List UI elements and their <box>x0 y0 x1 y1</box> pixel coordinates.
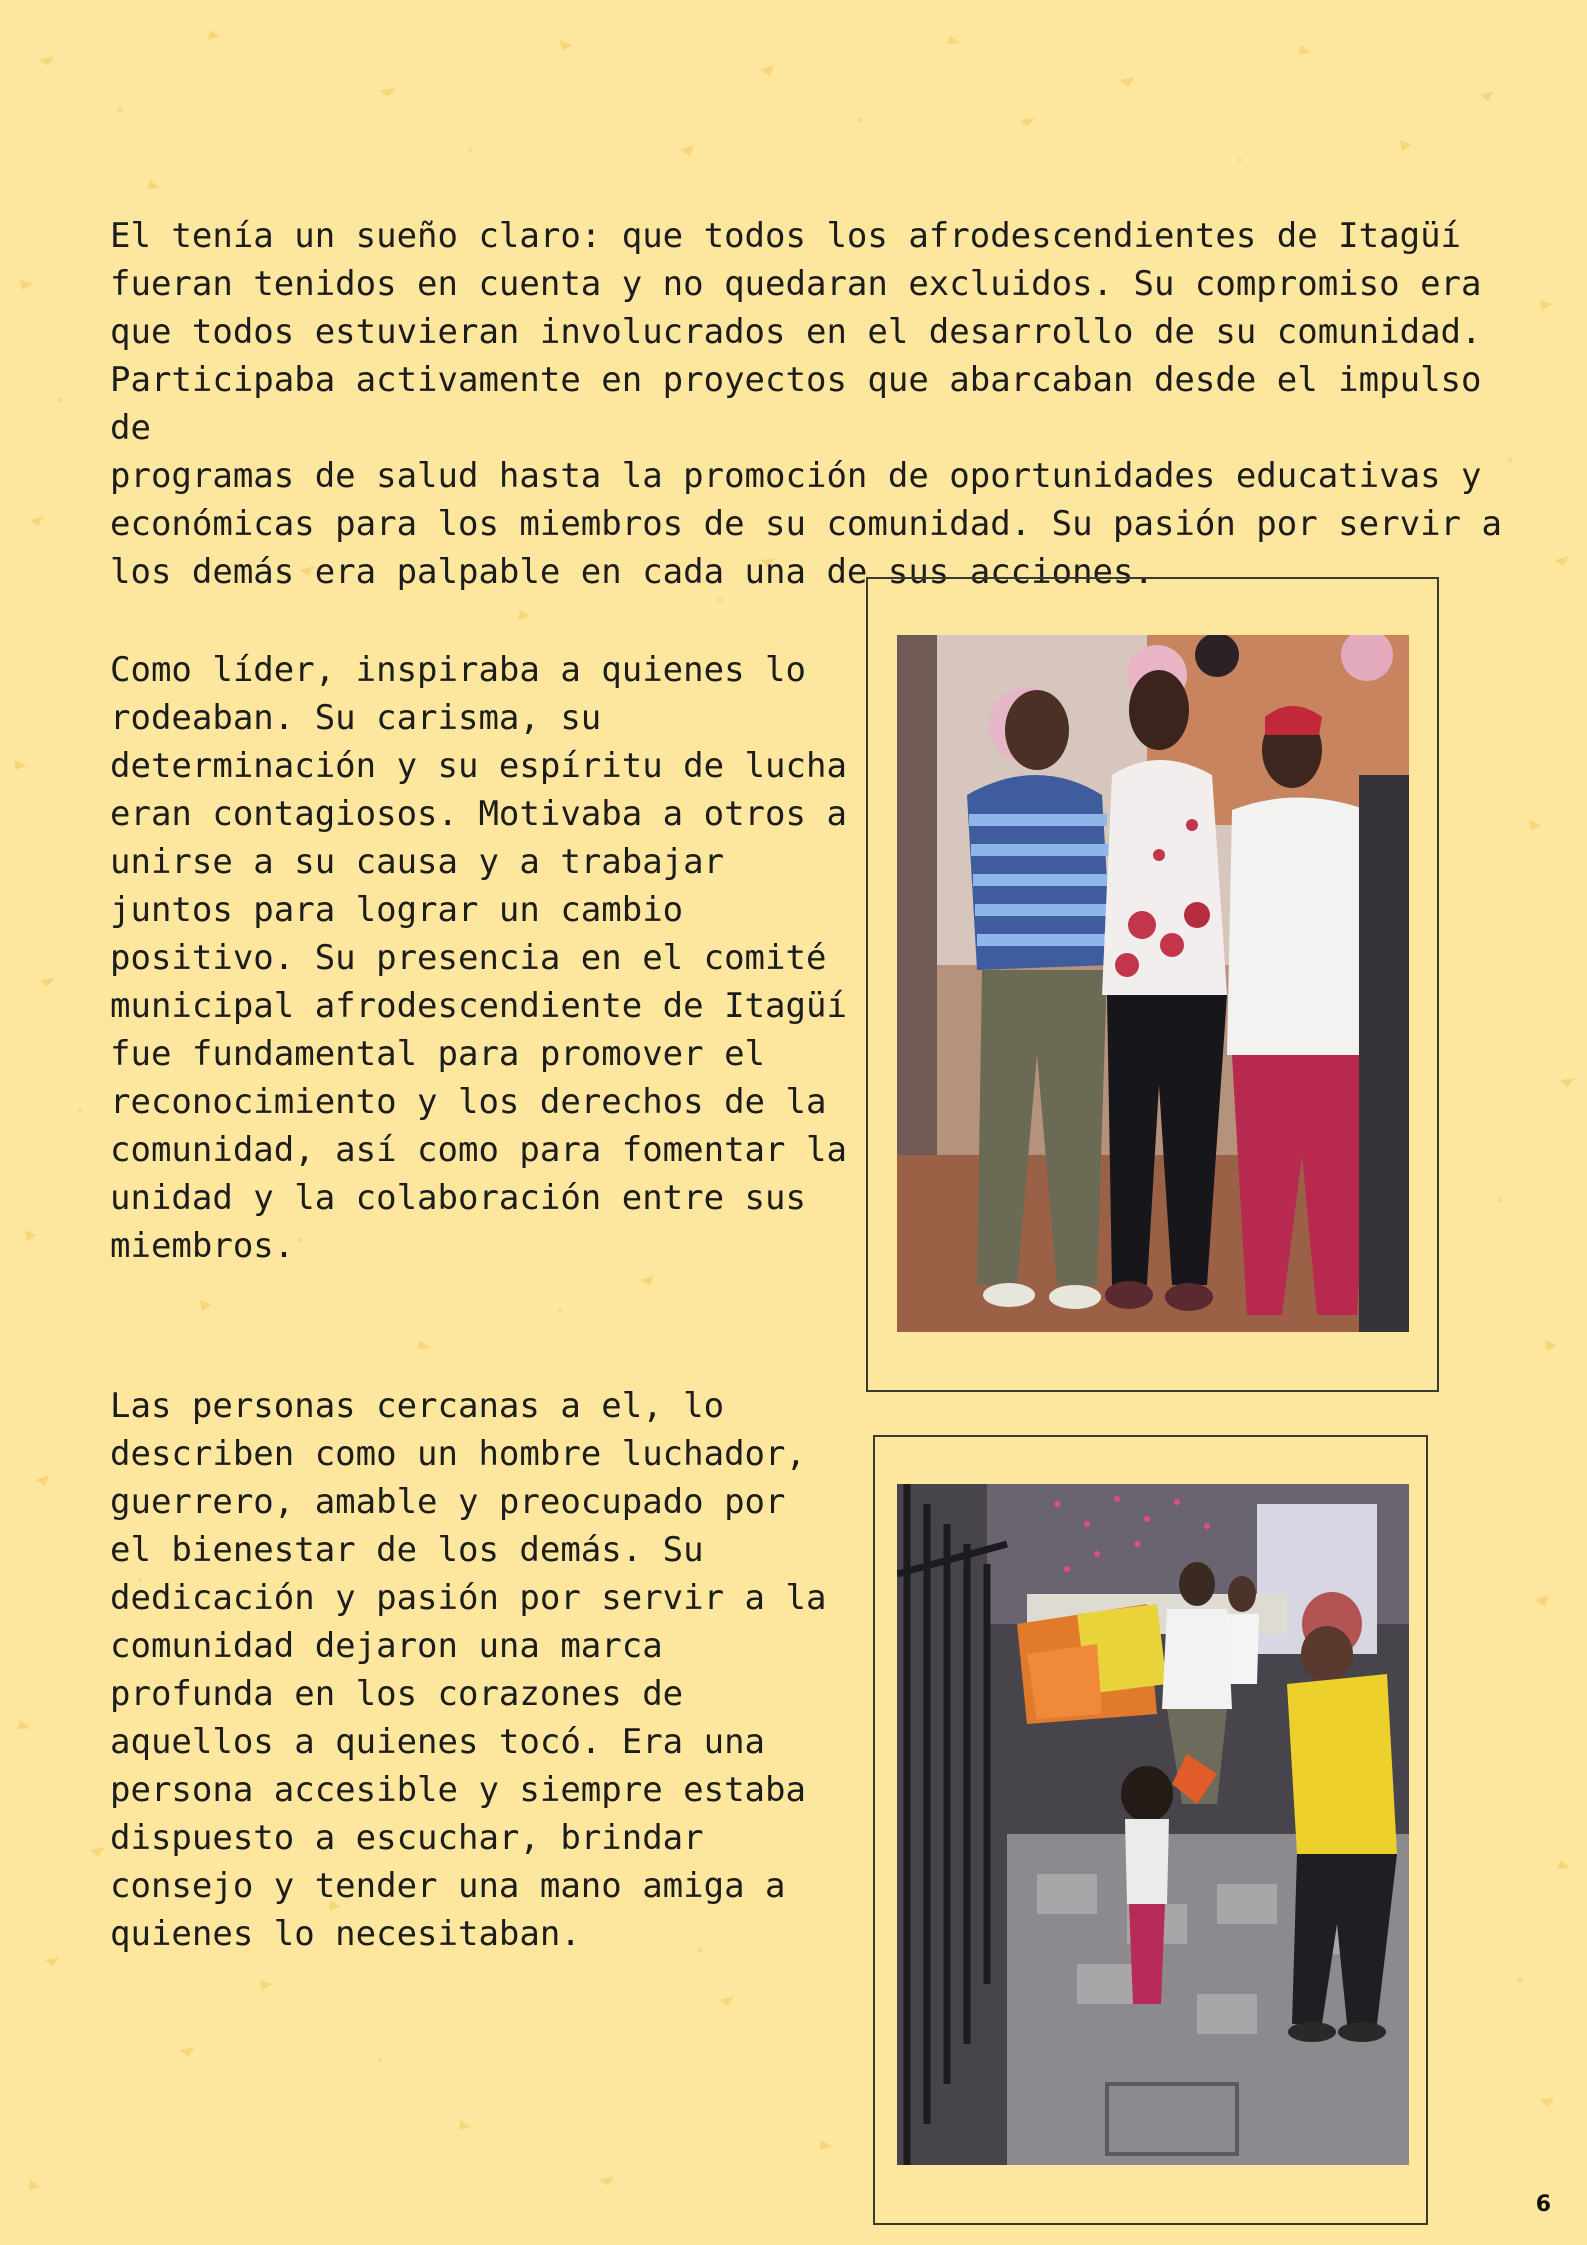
intro-paragraph: El tenía un sueño claro: que todos los afrodescendientes de Itagüí fueran tenidos en cuenta y no quedaran excluidos. Su compromiso era que todos estuvieran involucrados en el desarrollo de su comunidad. Participaba activamente en proyectos que abarcaban desde el impulso de programas de salud hasta la promoción de oportunidades educativas y económicas para los miembros de su comunidad. Su pasión por servir a los demás era palpable en cada una de sus acciones. <box>110 216 1502 592</box>
group-portrait-photo <box>897 635 1409 1332</box>
night-food-delivery-photo <box>897 1484 1409 2165</box>
testimony-paragraph: Las personas cercanas a el, lo describen como un hombre luchador, guerrero, amable y preocupado por el bienestar de los demás. Su dedicación y pasión por servir a la comunidad dejaron una marca profunda en los corazones de aquellos a quienes tocó. Era una persona accesible y siempre estaba dispuesto a escuchar, brindar consejo y tender una mano amiga a quienes lo necesitaban. <box>110 1386 827 1954</box>
leadership-paragraph: Como líder, inspiraba a quienes lo rodeaban. Su carisma, su determinación y su espíritu de lucha eran contagiosos. Motivaba a otros a unirse a su causa y a trabajar juntos para lograr un cambio positivo. Su presencia en el comité municipal afrodescendiente de Itagüí fue fundamental para promover el reconocimiento y los derechos de la comunidad, así como para fomentar la unidad y la colaboración entre sus miembros. <box>110 650 847 1266</box>
page-number: 6 <box>1535 2192 1551 2217</box>
